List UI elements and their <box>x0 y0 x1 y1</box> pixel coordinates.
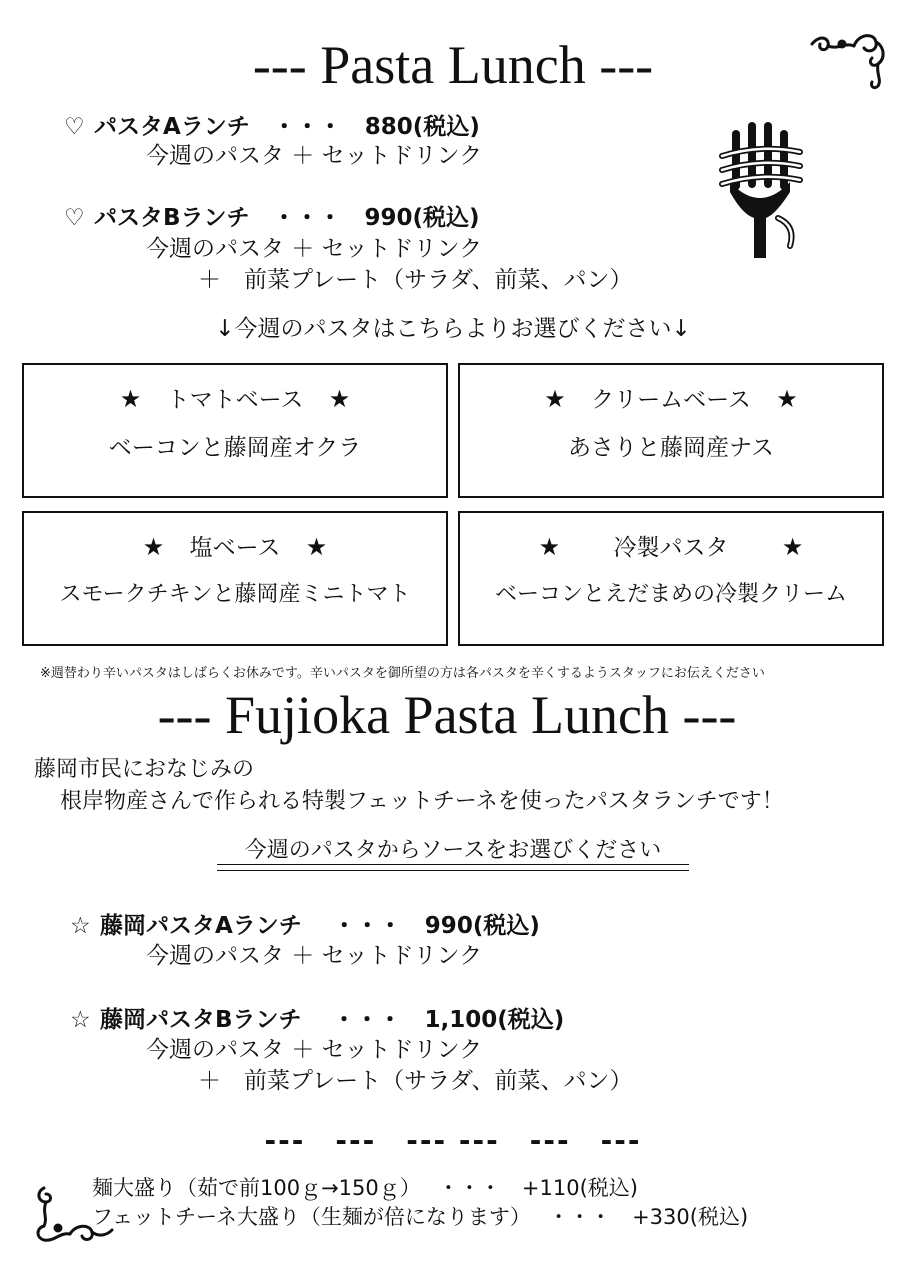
intro-line-1: 藤岡市民におなじみの <box>34 757 255 782</box>
section2-title: --- Fujioka Pasta Lunch --- <box>157 685 737 745</box>
pasta-a-lunch-name: パスタAランチ ・・・ 880(税込) <box>94 114 480 140</box>
fujioka-pasta-b-name: 藤岡パスタBランチ ・・・ 1,100(税込) <box>100 1007 565 1033</box>
pasta-name: あさりと藤岡産ナス <box>567 435 775 461</box>
fujioka-pasta-a-name: 藤岡パスタAランチ ・・・ 990(税込) <box>100 913 540 939</box>
pasta-box-tomato <box>22 363 448 498</box>
star-icon: ★ <box>119 385 142 413</box>
pasta-name: ベーコンとえだまめの冷製クリーム <box>494 582 847 607</box>
double-underline-top <box>217 864 689 865</box>
sauce-base: 冷製パスタ <box>613 535 729 561</box>
fujioka-pasta-b-item <box>70 1009 564 1032</box>
fujioka-pasta-b-detail-2: ＋ 前菜プレート（サラダ、前菜、パン） <box>198 1068 633 1094</box>
fork-with-pasta-icon <box>716 122 804 262</box>
select-sauce-note: 今週のパスタからソースをお選びください <box>244 838 662 863</box>
flourish-ornament-icon <box>30 1182 116 1244</box>
pasta-name: スモークチキンと藤岡産ミニトマト <box>59 582 411 607</box>
section1-title: --- Pasta Lunch --- <box>252 35 654 95</box>
fujioka-pasta-a-detail: 今週のパスタ ＋ セットドリンク <box>146 943 483 969</box>
pasta-b-lunch-name: パスタBランチ ・・・ 990(税込) <box>94 205 480 231</box>
box-heading <box>24 381 446 414</box>
choose-pasta-note: ↓今週のパスタはこちらよりお選びください↓ <box>215 316 691 342</box>
star-icon: ★ <box>544 385 566 413</box>
star-icon: ★ <box>776 385 798 413</box>
intro-line-2: 根岸物産さんで作られる特製フェットチーネを使ったパスタランチです！ <box>60 789 784 814</box>
star-icon: ★ <box>328 385 351 413</box>
fujioka-pasta-a-item <box>70 915 540 938</box>
box-heading <box>460 529 882 562</box>
star-outline-icon: ☆ <box>70 913 91 939</box>
star-outline-icon: ☆ <box>70 1007 91 1033</box>
box-heading <box>460 381 882 414</box>
pasta-box-salt <box>22 511 448 646</box>
box-heading <box>24 529 446 562</box>
heart-icon: ♡ <box>64 205 85 231</box>
sauce-base: トマトベース <box>166 387 304 413</box>
pasta-b-lunch-detail: 今週のパスタ ＋ セットドリンク <box>146 236 483 262</box>
pasta-name: ベーコンと藤岡産オクラ <box>108 435 362 461</box>
double-underline-bottom <box>217 870 689 871</box>
sauce-base: 塩ベース <box>189 535 281 561</box>
star-icon: ★ <box>538 533 561 561</box>
spicy-pasta-footnote: ※週替わり辛いパスタはしばらくお休みです。辛いパスタを御所望の方は各パスタを辛くするようスタッフにお伝えください <box>40 666 765 681</box>
section-divider: --- --- --- --- --- --- <box>264 1124 642 1157</box>
fujioka-pasta-b-detail: 今週のパスタ ＋ セットドリンク <box>146 1037 483 1063</box>
pasta-box-cream <box>458 363 884 498</box>
pasta-a-lunch-item <box>64 116 480 139</box>
star-icon: ★ <box>781 533 804 561</box>
pasta-b-lunch-item <box>64 207 480 230</box>
pasta-box-cold <box>458 511 884 646</box>
extra-large-fettuccine: フェットチーネ大盛り（生麺が倍になります） ・・・ +330(税込) <box>92 1205 749 1229</box>
star-icon: ★ <box>142 533 165 561</box>
heart-icon: ♡ <box>64 114 85 140</box>
extra-large-noodles: 麺大盛り（茹で前100ｇ→150ｇ） ・・・ +110(税込) <box>92 1176 638 1200</box>
star-icon: ★ <box>305 533 328 561</box>
sauce-base: クリームベース <box>591 387 751 413</box>
pasta-a-lunch-detail: 今週のパスタ ＋ セットドリンク <box>146 143 483 169</box>
pasta-b-lunch-detail-2: ＋ 前菜プレート（サラダ、前菜、パン） <box>198 267 633 293</box>
